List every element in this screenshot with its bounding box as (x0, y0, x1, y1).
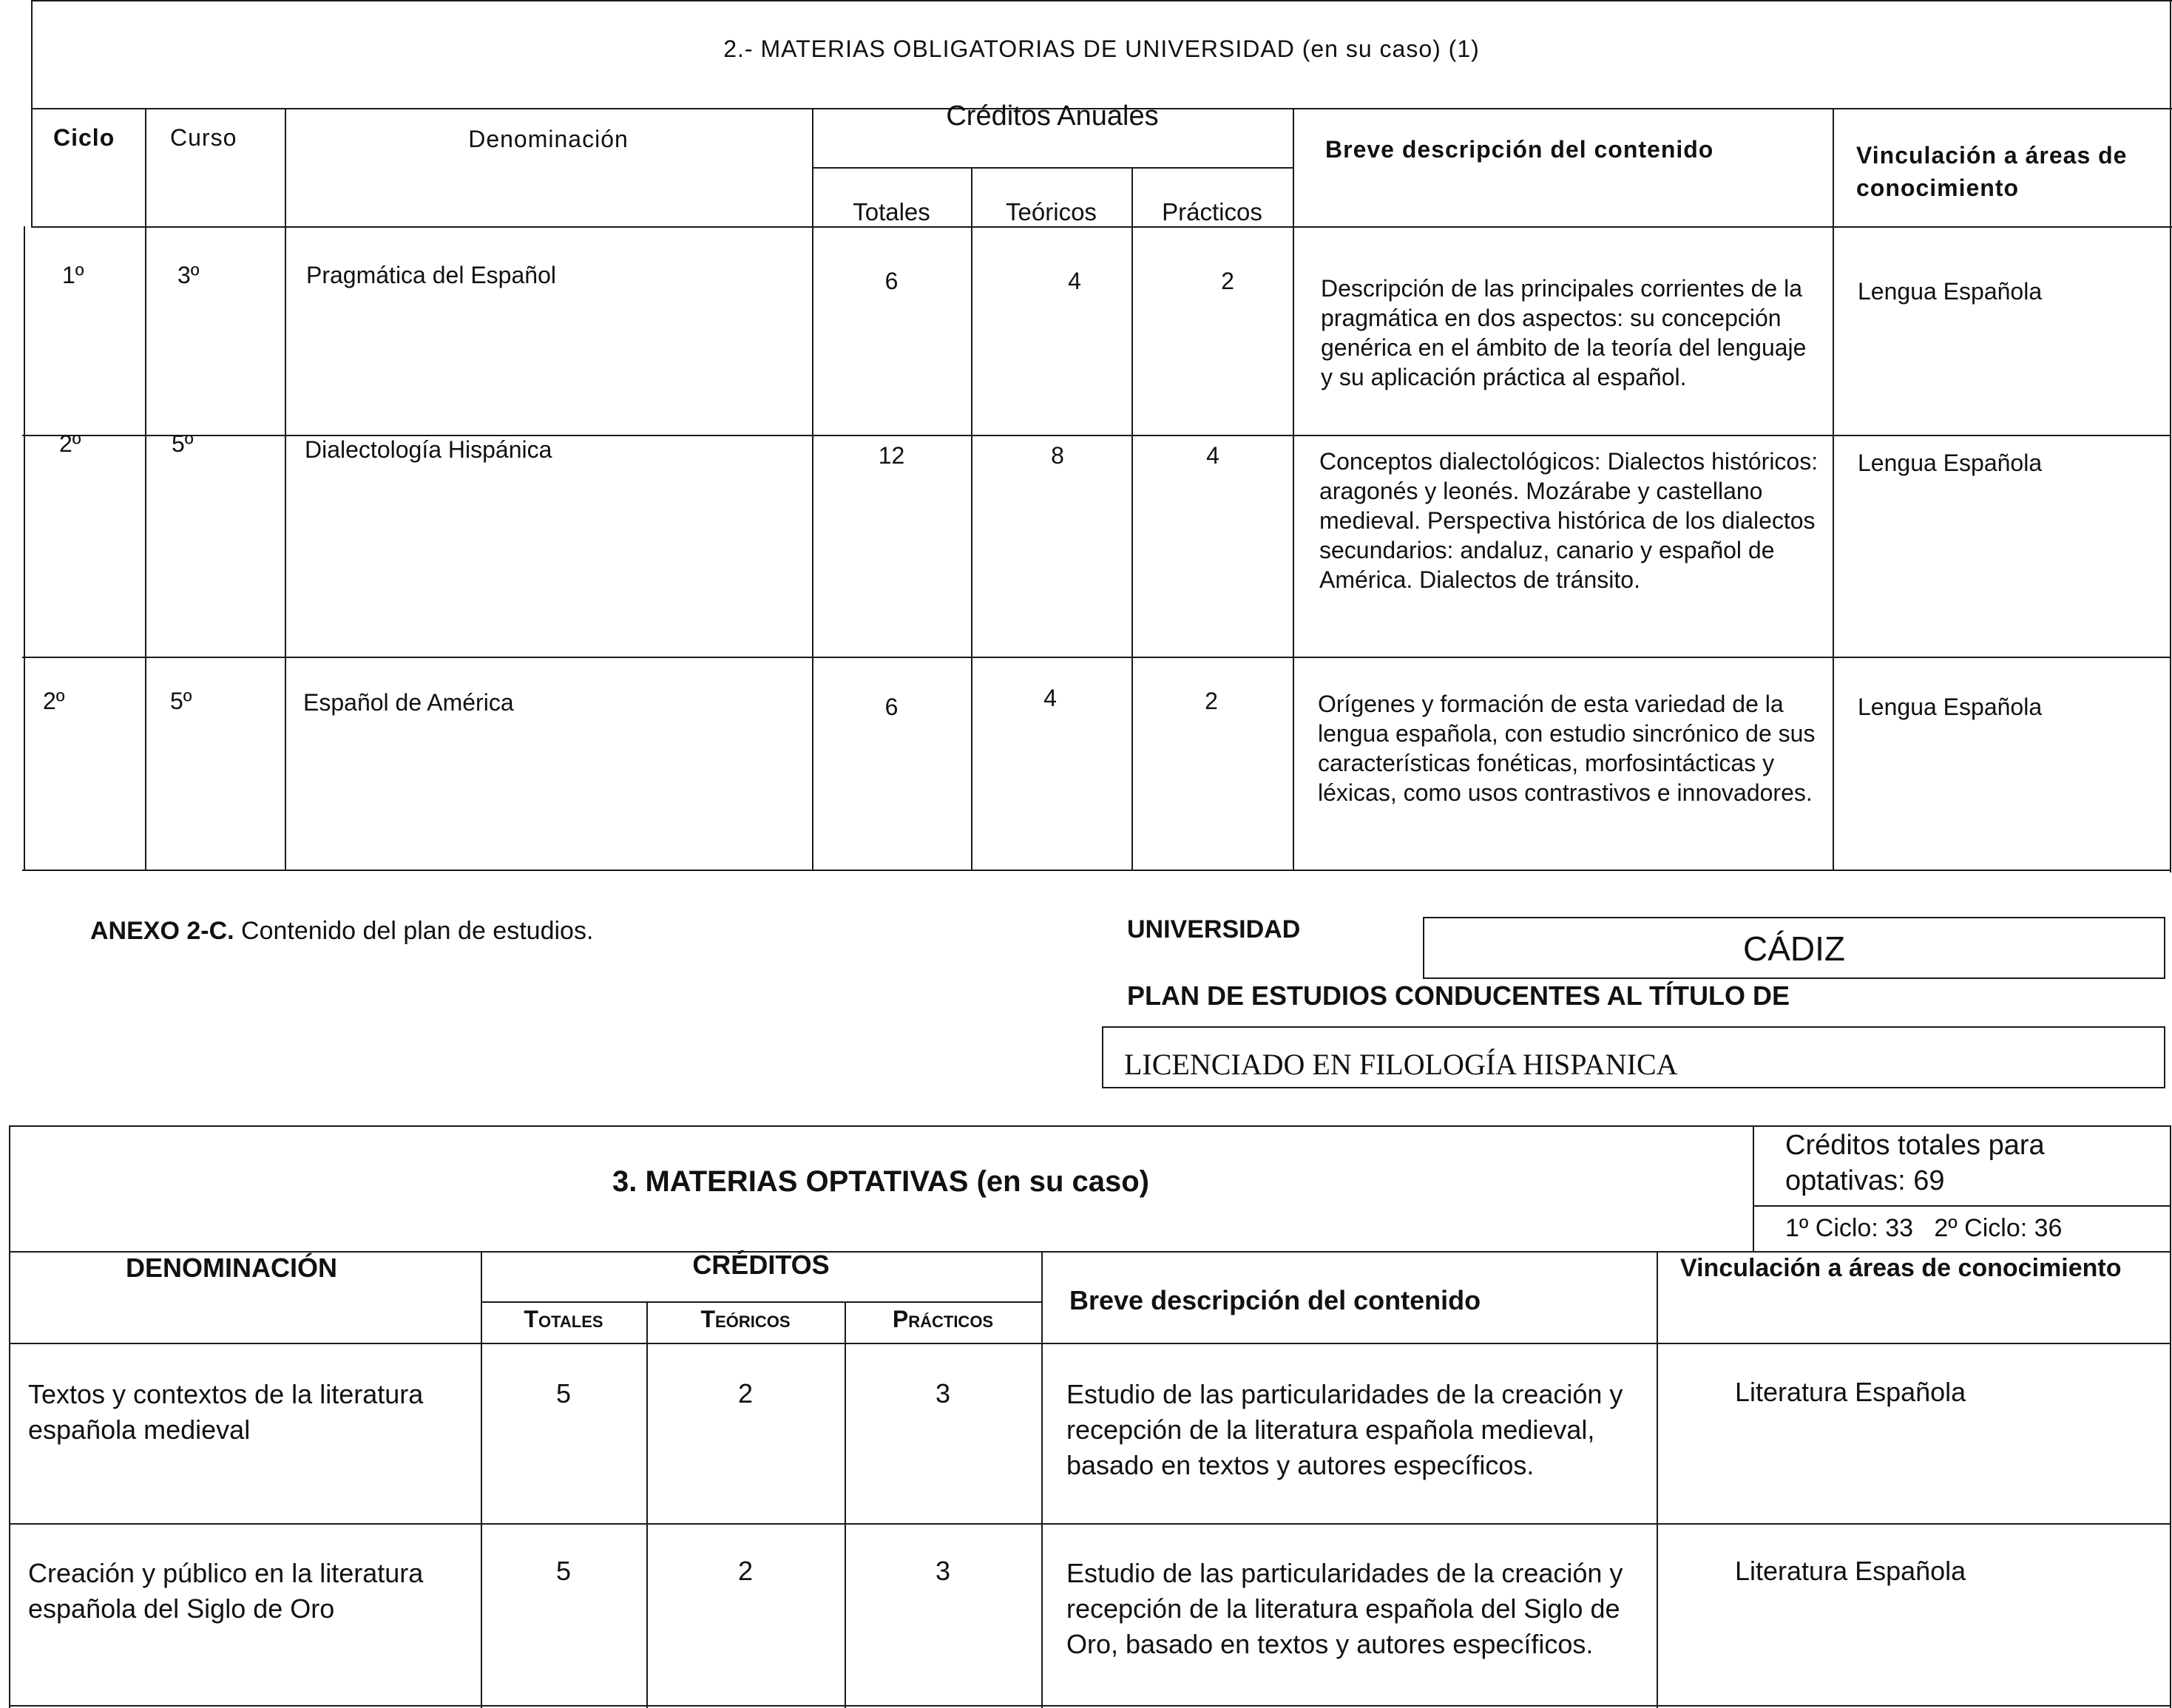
cell-teoricos: 4 (1043, 685, 1057, 711)
col-header-totales: Totales (853, 198, 930, 226)
cell-descripcion: Estudio de las particularidades de la creación y recepción de la literatura española del Siglo de Oro, basado en textos y autores específicos. (1066, 1558, 1623, 1659)
universidad-label: UNIVERSIDAD (1127, 915, 1301, 943)
col-header-vinculacion: Vinculación a áreas de conocimiento (1680, 1254, 2122, 1282)
cell-ciclo: 2º (59, 430, 81, 457)
cell-vinculacion: Literatura Española (1735, 1556, 1966, 1586)
cell-practicos: 2 (1221, 268, 1234, 294)
cell-practicos: 2 (1205, 688, 1218, 714)
col-header-denominacion: DENOMINACIÓN (126, 1253, 337, 1283)
cell-teoricos: 8 (1051, 442, 1064, 469)
cell-denominacion: Pragmática del Español (306, 262, 556, 288)
cell-denominacion: Textos y contextos de la literatura española medieval (28, 1379, 424, 1445)
plan-label: PLAN DE ESTUDIOS CONDUCENTES AL TÍTULO DE (1127, 980, 1790, 1011)
col-header-descripcion: Breve descripción del contenido (1069, 1285, 1481, 1315)
cell-curso: 3º (177, 262, 200, 288)
section3-title: 3. MATERIAS OPTATIVAS (en su caso) (612, 1165, 1149, 1198)
universidad-value: CÁDIZ (1743, 929, 1845, 968)
creditos-totales-line2: optativas: 69 (1785, 1165, 1945, 1196)
cell-denominacion: Dialectología Hispánica (305, 436, 552, 463)
titulo-box (1102, 1026, 2165, 1088)
col-header-ciclo: Ciclo (53, 124, 115, 151)
cell-totales: 6 (884, 268, 899, 294)
col-header-curso: Curso (170, 124, 237, 151)
ciclo-creditos: 1º Ciclo: 33 2º Ciclo: 36 (1785, 1214, 2063, 1242)
col-header-vinculacion: Vinculación a áreas de conocimiento (1856, 142, 2128, 201)
anexo-label-rest: Contenido del plan de estudios. (234, 917, 594, 945)
cell-curso: 5º (170, 688, 192, 714)
col-header-denominacion: Denominación (468, 126, 629, 152)
cell-vinculacion: Lengua Española (1858, 694, 2043, 720)
cell-teoricos: 4 (1068, 268, 1081, 294)
col-header-totales: Totales (524, 1306, 603, 1332)
cell-totales: 12 (878, 442, 905, 469)
cell-vinculacion: Lengua Española (1858, 450, 2043, 476)
cell-ciclo: 2º (43, 688, 65, 714)
cell-practicos: 3 (935, 1378, 951, 1409)
cell-teoricos: 2 (737, 1378, 754, 1409)
universidad-box (1423, 917, 2165, 979)
cell-descripcion: Descripción de las principales corrientes de la pragmática en dos aspectos: su concepción genérica en el ámbito de la teoría del lenguaje y su aplicación práctica al español. (1321, 275, 1807, 390)
cell-descripcion: Estudio de las particularidades de la creación y recepción de la literatura española medieval, basado en textos y autores específicos. (1066, 1379, 1623, 1480)
anexo-label-bold: ANEXO 2-C. (90, 917, 234, 945)
cell-totales: 5 (555, 1378, 572, 1409)
cell-teoricos: 2 (737, 1556, 754, 1586)
cell-totales: 5 (555, 1556, 572, 1586)
cell-denominacion: Creación y público en la literatura española del Siglo de Oro (28, 1558, 424, 1624)
cell-vinculacion: Literatura Española (1735, 1377, 1966, 1407)
col-header-practicos: Prácticos (1162, 198, 1262, 226)
col-header-creditos: CRÉDITOS (692, 1250, 830, 1280)
cell-descripcion: Orígenes y formación de esta variedad de la lengua española, con estudio sincrónico de sus características fonéticas, morfosintácticas y léxicas, como usos contrastivos e innovadores. (1318, 691, 1816, 806)
titulo-value: LICENCIADO EN FILOLOGÍA HISPANICA (1124, 1048, 1678, 1081)
section2-title: 2.- MATERIAS OBLIGATORIAS DE UNIVERSIDAD (en su caso) (1) (723, 35, 1480, 62)
creditos-totales-line1: Créditos totales para (1785, 1130, 2045, 1161)
col-header-descripcion: Breve descripción del contenido (1325, 136, 1714, 163)
cell-totales: 6 (884, 694, 899, 720)
cell-practicos: 4 (1206, 442, 1219, 469)
cell-descripcion: Conceptos dialectológicos: Dialectos históricos: aragonés y leonés. Mozárabe y castellano medieval. Perspectiva histórica de los dialectos secundarios: andaluz, canario y español de América. Dialectos de tránsito. (1319, 448, 1819, 593)
cell-practicos: 3 (935, 1556, 951, 1586)
cell-ciclo: 1º (62, 262, 84, 288)
col-header-teoricos: Teóricos (700, 1306, 791, 1332)
cell-vinculacion: Lengua Española (1858, 278, 2043, 305)
cell-denominacion: Español de América (303, 689, 514, 716)
col-header-creditos-anuales: Créditos Anuales (946, 101, 1159, 132)
col-header-practicos: Prácticos (892, 1306, 994, 1332)
anexo-label (90, 917, 593, 946)
col-header-teoricos: Teóricos (1006, 198, 1097, 226)
cell-curso: 5º (172, 430, 194, 457)
